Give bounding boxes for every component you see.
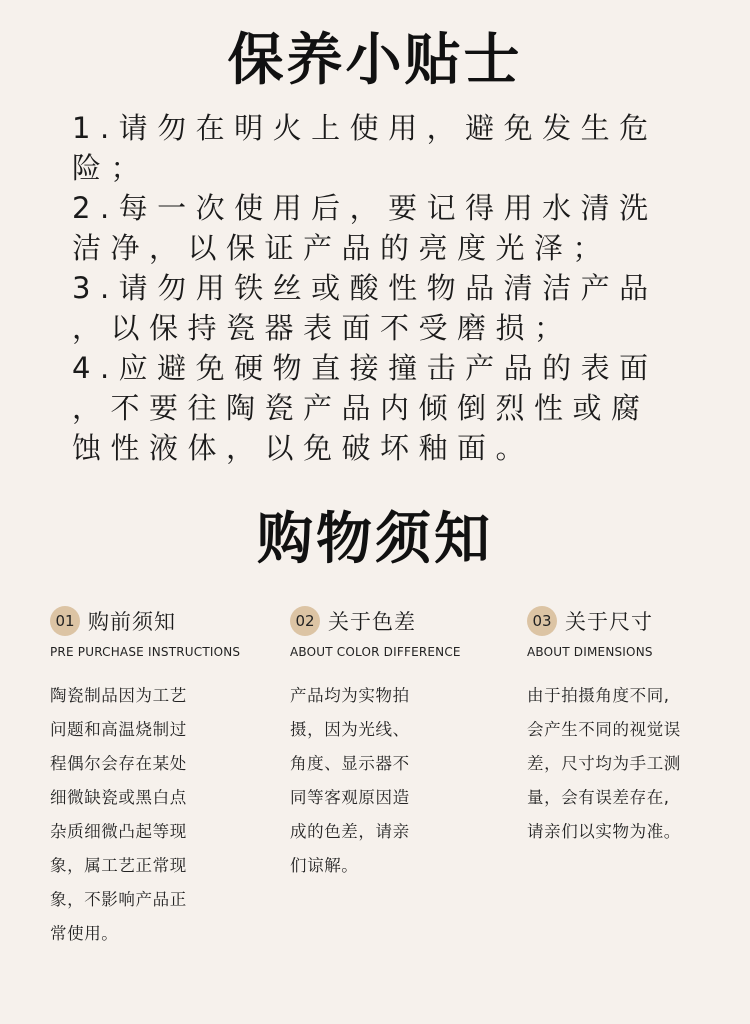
text-line: 陶瓷制品因为工艺 bbox=[50, 686, 187, 705]
text-line: 请亲们以实物为准。 bbox=[527, 822, 681, 841]
column-text bbox=[290, 679, 500, 883]
text-line: 角度、显示器不 bbox=[290, 754, 410, 773]
text-line: 程偶尔会存在某处 bbox=[50, 754, 187, 773]
column-subtitle: ABOUT DIMENSIONS bbox=[527, 645, 653, 659]
column-subtitle: ABOUT COLOR DIFFERENCE bbox=[290, 645, 461, 659]
text-line: 象，不影响产品正 bbox=[50, 890, 187, 909]
text-line: 细微缺瓷或黑白点 bbox=[50, 788, 187, 807]
tips-body bbox=[72, 108, 694, 468]
tip-line: ，不要往陶瓷产品内倾倒烈性或腐 bbox=[72, 391, 650, 425]
column-title: 购前须知 bbox=[88, 610, 176, 634]
column-subtitle: PRE PURCHASE INSTRUCTIONS bbox=[50, 645, 241, 659]
number-badge: 02 bbox=[290, 606, 320, 636]
text-line: 量，会有误差存在, bbox=[527, 788, 670, 807]
column-header bbox=[527, 604, 737, 638]
column-header bbox=[50, 604, 260, 638]
text-line: 们谅解。 bbox=[290, 856, 359, 875]
tip-line: ，以保持瓷器表面不受磨损； bbox=[72, 311, 573, 345]
column-header bbox=[290, 604, 500, 638]
number-badge: 03 bbox=[527, 606, 557, 636]
tip-line: 4.应避免硬物直接撞击产品的表面 bbox=[72, 351, 658, 385]
text-line: 杂质细微凸起等现 bbox=[50, 822, 187, 841]
text-line: 产品均为实物拍 bbox=[290, 686, 410, 705]
text-line: 会产生不同的视觉误 bbox=[527, 720, 681, 739]
tip-line: 洁净，以保证产品的亮度光泽； bbox=[72, 231, 612, 265]
tip-line: 蚀性液体，以免破坏釉面。 bbox=[72, 431, 535, 465]
text-line: 同等客观原因造 bbox=[290, 788, 410, 807]
column-title: 关于尺寸 bbox=[565, 610, 653, 634]
text-line: 常使用。 bbox=[50, 924, 119, 943]
text-line: 摄，因为光线、 bbox=[290, 720, 410, 739]
text-line: 问题和高温烧制过 bbox=[50, 720, 187, 739]
text-line: 象，属工艺正常现 bbox=[50, 856, 187, 875]
notice-column-pre-purchase bbox=[50, 604, 260, 951]
tip-line: 1.请勿在明火上使用，避免发生危 bbox=[72, 111, 658, 145]
notice-title: 购物须知 bbox=[257, 507, 493, 572]
text-line: 成的色差，请亲 bbox=[290, 822, 410, 841]
column-text bbox=[527, 679, 737, 849]
text-line: 差，尺寸均为手工测 bbox=[527, 754, 681, 773]
column-text bbox=[50, 679, 260, 951]
column-title: 关于色差 bbox=[328, 610, 416, 634]
tip-line: 2.每一次使用后，要记得用水清洗 bbox=[72, 191, 658, 225]
text-line: 由于拍摄角度不同, bbox=[527, 686, 670, 705]
number-badge: 01 bbox=[50, 606, 80, 636]
notice-column-dimensions bbox=[527, 604, 737, 849]
tips-title: 保养小贴士 bbox=[227, 28, 523, 93]
tip-line: 3.请勿用铁丝或酸性物品清洁产品 bbox=[72, 271, 658, 305]
tip-line: 险； bbox=[72, 151, 150, 185]
notice-column-color-difference bbox=[290, 604, 500, 883]
